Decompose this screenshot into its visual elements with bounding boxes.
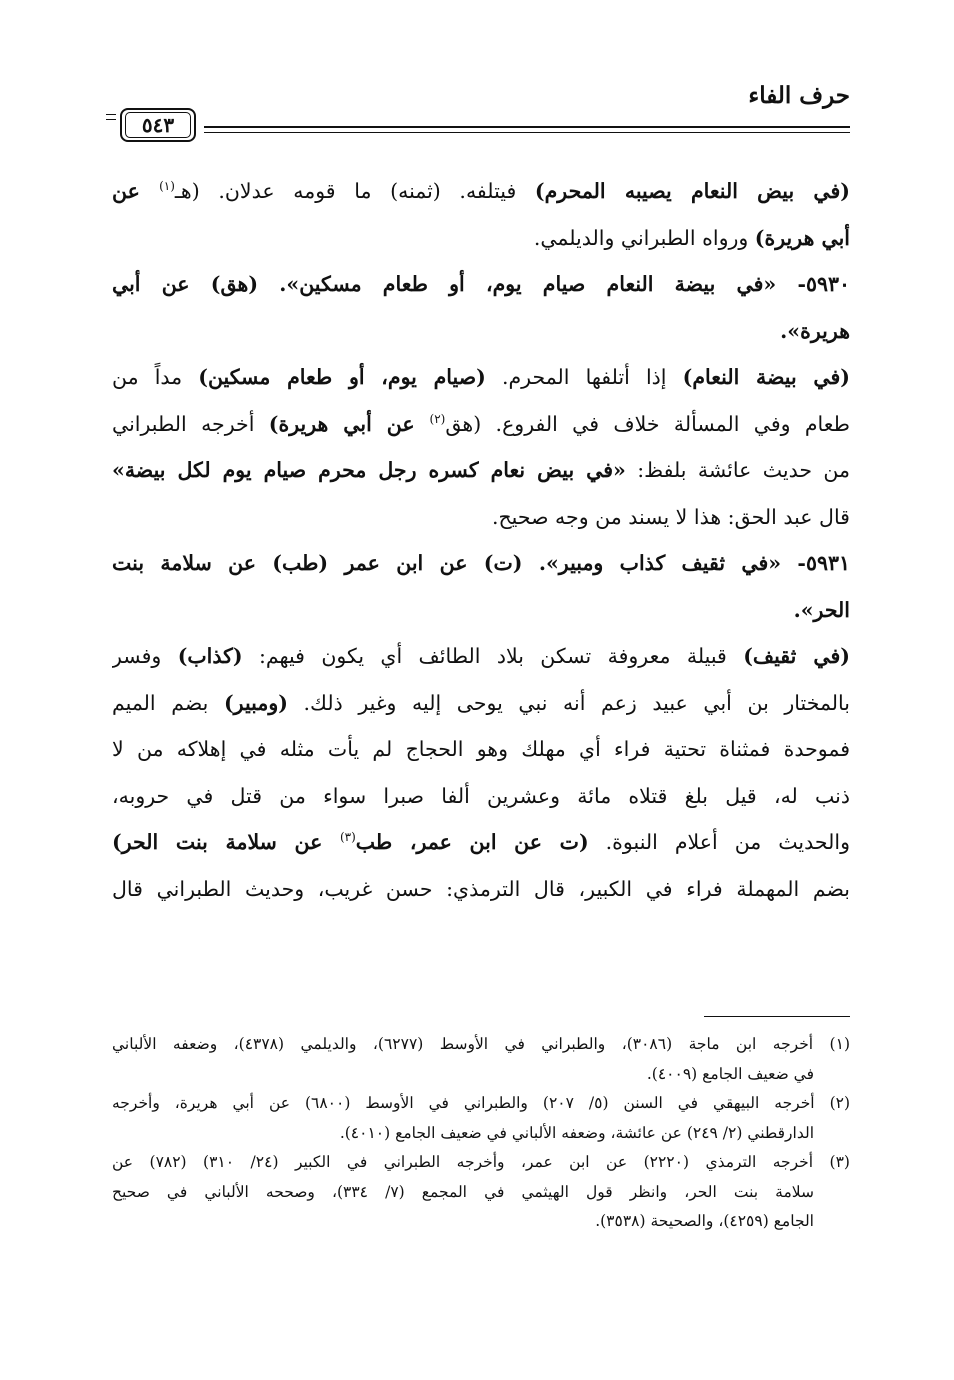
text-segment: وفسر: [112, 644, 178, 668]
text-line: [112, 540, 850, 587]
text-segment: قبيلة معروفة تسكن بلاد الطائف أي يكون فيهم:: [242, 644, 744, 668]
text-segment: (في ثقيف): [743, 644, 850, 668]
text-line: [112, 261, 850, 308]
footnote: [112, 1089, 850, 1148]
text-segment: عن سلامة بنت الحر): [112, 830, 340, 854]
text-line: [112, 494, 850, 541]
text-segment: (كذاب): [177, 644, 243, 668]
text-segment: فموحدة فمثناة تحتية فراء أي مهلك وهو الحجاج لم يأت مثله في إهلاكه من لا: [112, 737, 850, 761]
text-line: [112, 773, 850, 820]
footnote-line: سلامة بنت الحر، وانظر قول الهيثمي في المجمع (٧/ ٣٣٤)، وصححه الألباني في صحيح: [112, 1182, 815, 1201]
footnote-line: (٣) أخرجه الترمذي (٢٢٢٠) عن ابن عمر، وأخرجه الطبراني في الكبير (٢٤/ ٣١٠) (٧٨٢) عن: [112, 1153, 850, 1171]
text-line: [112, 587, 850, 634]
text-segment: عن: [112, 179, 160, 203]
text-line: [112, 866, 850, 913]
text-segment: (ومبير): [223, 690, 288, 715]
page-number: ٥٤٣: [125, 112, 191, 138]
text-segment: (ت عن ابن عمر، طب: [355, 830, 589, 854]
text-line: [112, 680, 850, 727]
text-line: [112, 447, 850, 494]
text-line: [112, 354, 850, 401]
header-rule-thick: [204, 126, 850, 128]
text-segment: أبي هريرة): [754, 225, 850, 250]
text-segment: الحر».: [793, 597, 850, 622]
text-segment: ٥٩٣٠- «في بيضة النعام صيام يوم، أو طعام مسكين». (هق) عن أبي: [112, 272, 850, 296]
footnote-line: في ضعيف الجامع (٤٠٠٩).: [646, 1064, 814, 1083]
text-segment: مداً من: [112, 365, 199, 389]
text-segment: «في بيض نعام كسره رجل محرم صيام يوم لكل بيضة»: [112, 458, 626, 482]
text-line: [112, 168, 850, 215]
text-line: [112, 633, 850, 680]
text-segment: (صيام يوم، أو طعام مسكين): [198, 365, 486, 389]
footnote-line: (١) أخرجه ابن ماجة (٣٠٨٦)، والطبراني في الأوسط (٦٢٧٧)، والديلمي (٤٣٧٨)، وضعفه الألباني: [112, 1035, 850, 1053]
text-line: [112, 401, 850, 448]
footnote-line: (٢) أخرجه البيهقي في السنن (٥/ ٢٠٧) والطبراني في الأوسط (٦٨٠٠) عن أبي هريرة، وأخرجه: [112, 1094, 850, 1112]
text-segment: طعام وفي المسألة خلاف في الفروع. (هق: [445, 411, 850, 436]
footnote-marker: (٣): [339, 830, 356, 845]
footnotes: [112, 1030, 850, 1237]
text-segment: (في بيضة النعام): [682, 365, 850, 389]
text-line: [112, 215, 850, 262]
header-rule: [112, 113, 850, 144]
text-segment: (في بيض النعام يصيبه المحرم): [534, 179, 850, 203]
main-text: [112, 168, 850, 912]
ornament-lines: [106, 110, 116, 124]
header-rule-thin: [204, 132, 850, 133]
text-segment: ذنب له، قيل بلغ قتلاه مائة وعشرين ألفا صبرا سواء من قتل في حروبه،: [112, 783, 850, 808]
text-segment: إذا أتلفها المحرم.: [485, 365, 683, 389]
footnote-marker: (١): [159, 179, 175, 194]
page-header: [112, 78, 850, 148]
text-segment: والحديث من أعلام النبوة.: [588, 830, 850, 854]
footnote: [112, 1030, 850, 1089]
text-segment: عن أبي هريرة): [268, 411, 430, 436]
footnote-line: الدارقطني (٢/ ٢٤٩) عن عائشة، وضعفه الألباني في ضعيف الجامع (٤٠١٠).: [339, 1123, 814, 1142]
page-number-frame: [120, 108, 196, 142]
text-line: [112, 308, 850, 355]
footnote-line: الجامع (٤٢٥٩)، والصحيحة (٣٥٣٨).: [595, 1212, 814, 1230]
text-line: [112, 819, 850, 866]
text-segment: قال عبد الحق: هذا لا يسند من وجه صحيح.: [491, 504, 850, 529]
text-segment: أخرجه الطبراني: [112, 411, 269, 436]
text-segment: فيتلفه. (ثمنه) ما قومه عدلان. (هـ: [174, 179, 535, 203]
footnote-separator: [704, 1016, 850, 1017]
text-segment: بالمختار بن أبي عبيد زعم أنه نبي يوحى إليه وغير ذلك.: [287, 690, 850, 715]
footnote: [112, 1148, 850, 1237]
text-segment: ٥٩٣١- «في ثقيف كذاب ومبير». (ت) عن ابن عمر (طب) عن سلامة بنت: [112, 551, 850, 575]
chapter-title: حرف الفاء: [748, 82, 850, 109]
text-segment: هريرة».: [780, 318, 850, 343]
text-segment: بضم المهملة فراء في الكبير، قال الترمذي: حسن غريب، وحديث الطبراني قال: [112, 876, 850, 901]
text-segment: ورواه الطبراني والديلمي.: [533, 225, 755, 250]
text-line: [112, 726, 850, 773]
text-segment: من حديث عائشة بلفظ:: [625, 458, 850, 482]
footnote-marker: (٢): [429, 411, 446, 426]
text-segment: بضم الميم: [112, 690, 224, 715]
